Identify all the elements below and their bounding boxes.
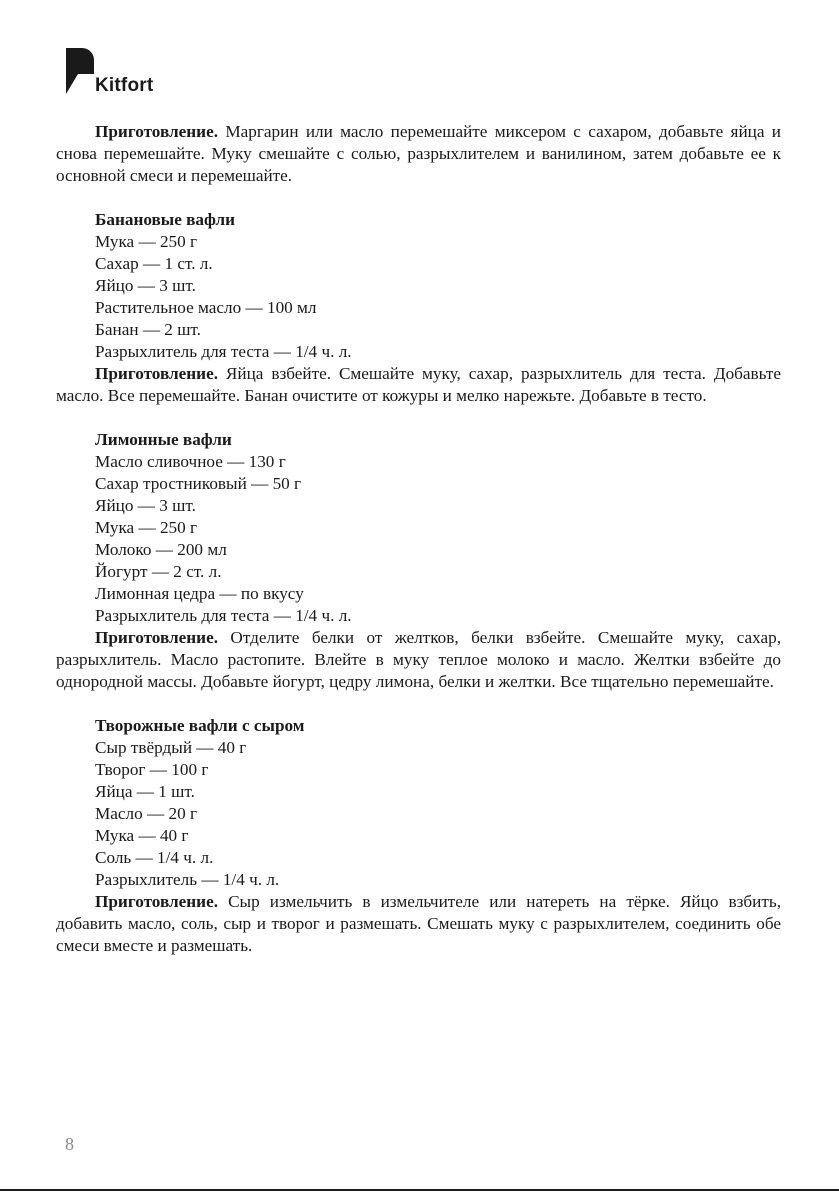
recipe-cottage-cheese-waffles bbox=[56, 715, 781, 957]
ingredient-line: Масло — 20 г bbox=[95, 804, 198, 823]
page-number: 8 bbox=[65, 1134, 74, 1154]
ingredient-line: Мука — 40 г bbox=[95, 826, 189, 845]
recipe-title: Лимонные вафли bbox=[95, 430, 232, 449]
ingredient-line: Йогурт — 2 ст. л. bbox=[95, 562, 222, 581]
ingredient-line: Разрыхлитель для теста — 1/4 ч. л. bbox=[95, 342, 352, 361]
ingredient-line: Разрыхлитель — 1/4 ч. л. bbox=[95, 870, 280, 889]
ingredient-line: Яйцо — 3 шт. bbox=[95, 496, 196, 515]
bottom-rule bbox=[0, 1189, 839, 1191]
ingredient-line: Мука — 250 г bbox=[95, 518, 198, 537]
ingredient-line: Молоко — 200 мл bbox=[95, 540, 227, 559]
ingredient-line: Разрыхлитель для теста — 1/4 ч. л. bbox=[95, 606, 352, 625]
recipe-title: Творожные вафли с сыром bbox=[95, 716, 305, 735]
ingredient-line: Масло сливочное — 130 г bbox=[95, 452, 286, 471]
ingredient-line: Растительное масло — 100 мл bbox=[95, 298, 317, 317]
document-body bbox=[56, 121, 781, 957]
ingredient-line: Яйцо — 3 шт. bbox=[95, 276, 196, 295]
recipe-title: Банановые вафли bbox=[95, 210, 236, 229]
ingredient-line: Творог — 100 г bbox=[95, 760, 209, 779]
prep-label: Приготовление. bbox=[95, 364, 219, 383]
ingredient-line: Сахар — 1 ст. л. bbox=[95, 254, 213, 273]
recipe-banana-waffles bbox=[56, 209, 781, 407]
intro-paragraph bbox=[56, 121, 781, 187]
ingredient-line: Яйца — 1 шт. bbox=[95, 782, 195, 801]
preparation-paragraph bbox=[56, 363, 781, 407]
prep-text: Отделите белки от желтков, белки взбейте. Смешайте муку, сахар, разрыхлитель. Масло растопите. Влейте в муку теплое молоко и масло. Желтки взбейте до однородной массы. Добавьте йогурт, цедру лимона, белки и желтки. Все тщательно перемешайте. bbox=[56, 628, 781, 691]
prep-text: Сыр измельчить в измельчителе или натереть на тёрке. Яйцо взбить, добавить масло, соль, сыр и творог и размешать. Смешать муку с разрыхлителем, соединить обе смеси вместе и размешать. bbox=[56, 892, 781, 955]
ingredient-line: Мука — 250 г bbox=[95, 232, 198, 251]
ingredient-line: Лимонная цедра — по вкусу bbox=[95, 584, 304, 603]
kitfort-logo bbox=[66, 48, 166, 98]
prep-label: Приготовление. bbox=[95, 122, 219, 141]
preparation-paragraph bbox=[56, 627, 781, 693]
ingredient-line: Сыр твёрдый — 40 г bbox=[95, 738, 247, 757]
preparation-paragraph bbox=[56, 891, 781, 957]
logo-text: Kitfort bbox=[95, 75, 154, 96]
prep-text: Маргарин или масло перемешайте миксером с сахаром, добавьте яйца и снова перемешайте. Муку смешайте с солью, разрыхлителем и ванилином, затем добавьте ее к основной смеси и перемешайте. bbox=[56, 122, 781, 185]
prep-label: Приготовление. bbox=[95, 892, 219, 911]
kitfort-logo-icon bbox=[66, 48, 94, 96]
ingredient-line: Соль — 1/4 ч. л. bbox=[95, 848, 214, 867]
recipe-lemon-waffles bbox=[56, 429, 781, 693]
ingredient-line: Банан — 2 шт. bbox=[95, 320, 201, 339]
prep-label: Приготовление. bbox=[95, 628, 219, 647]
prep-text: Яйца взбейте. Смешайте муку, сахар, разрыхлитель для теста. Добавьте масло. Все перемешайте. Банан очистите от кожуры и мелко нарежьте. Добавьте в тесто. bbox=[56, 364, 781, 405]
ingredient-line: Сахар тростниковый — 50 г bbox=[95, 474, 302, 493]
